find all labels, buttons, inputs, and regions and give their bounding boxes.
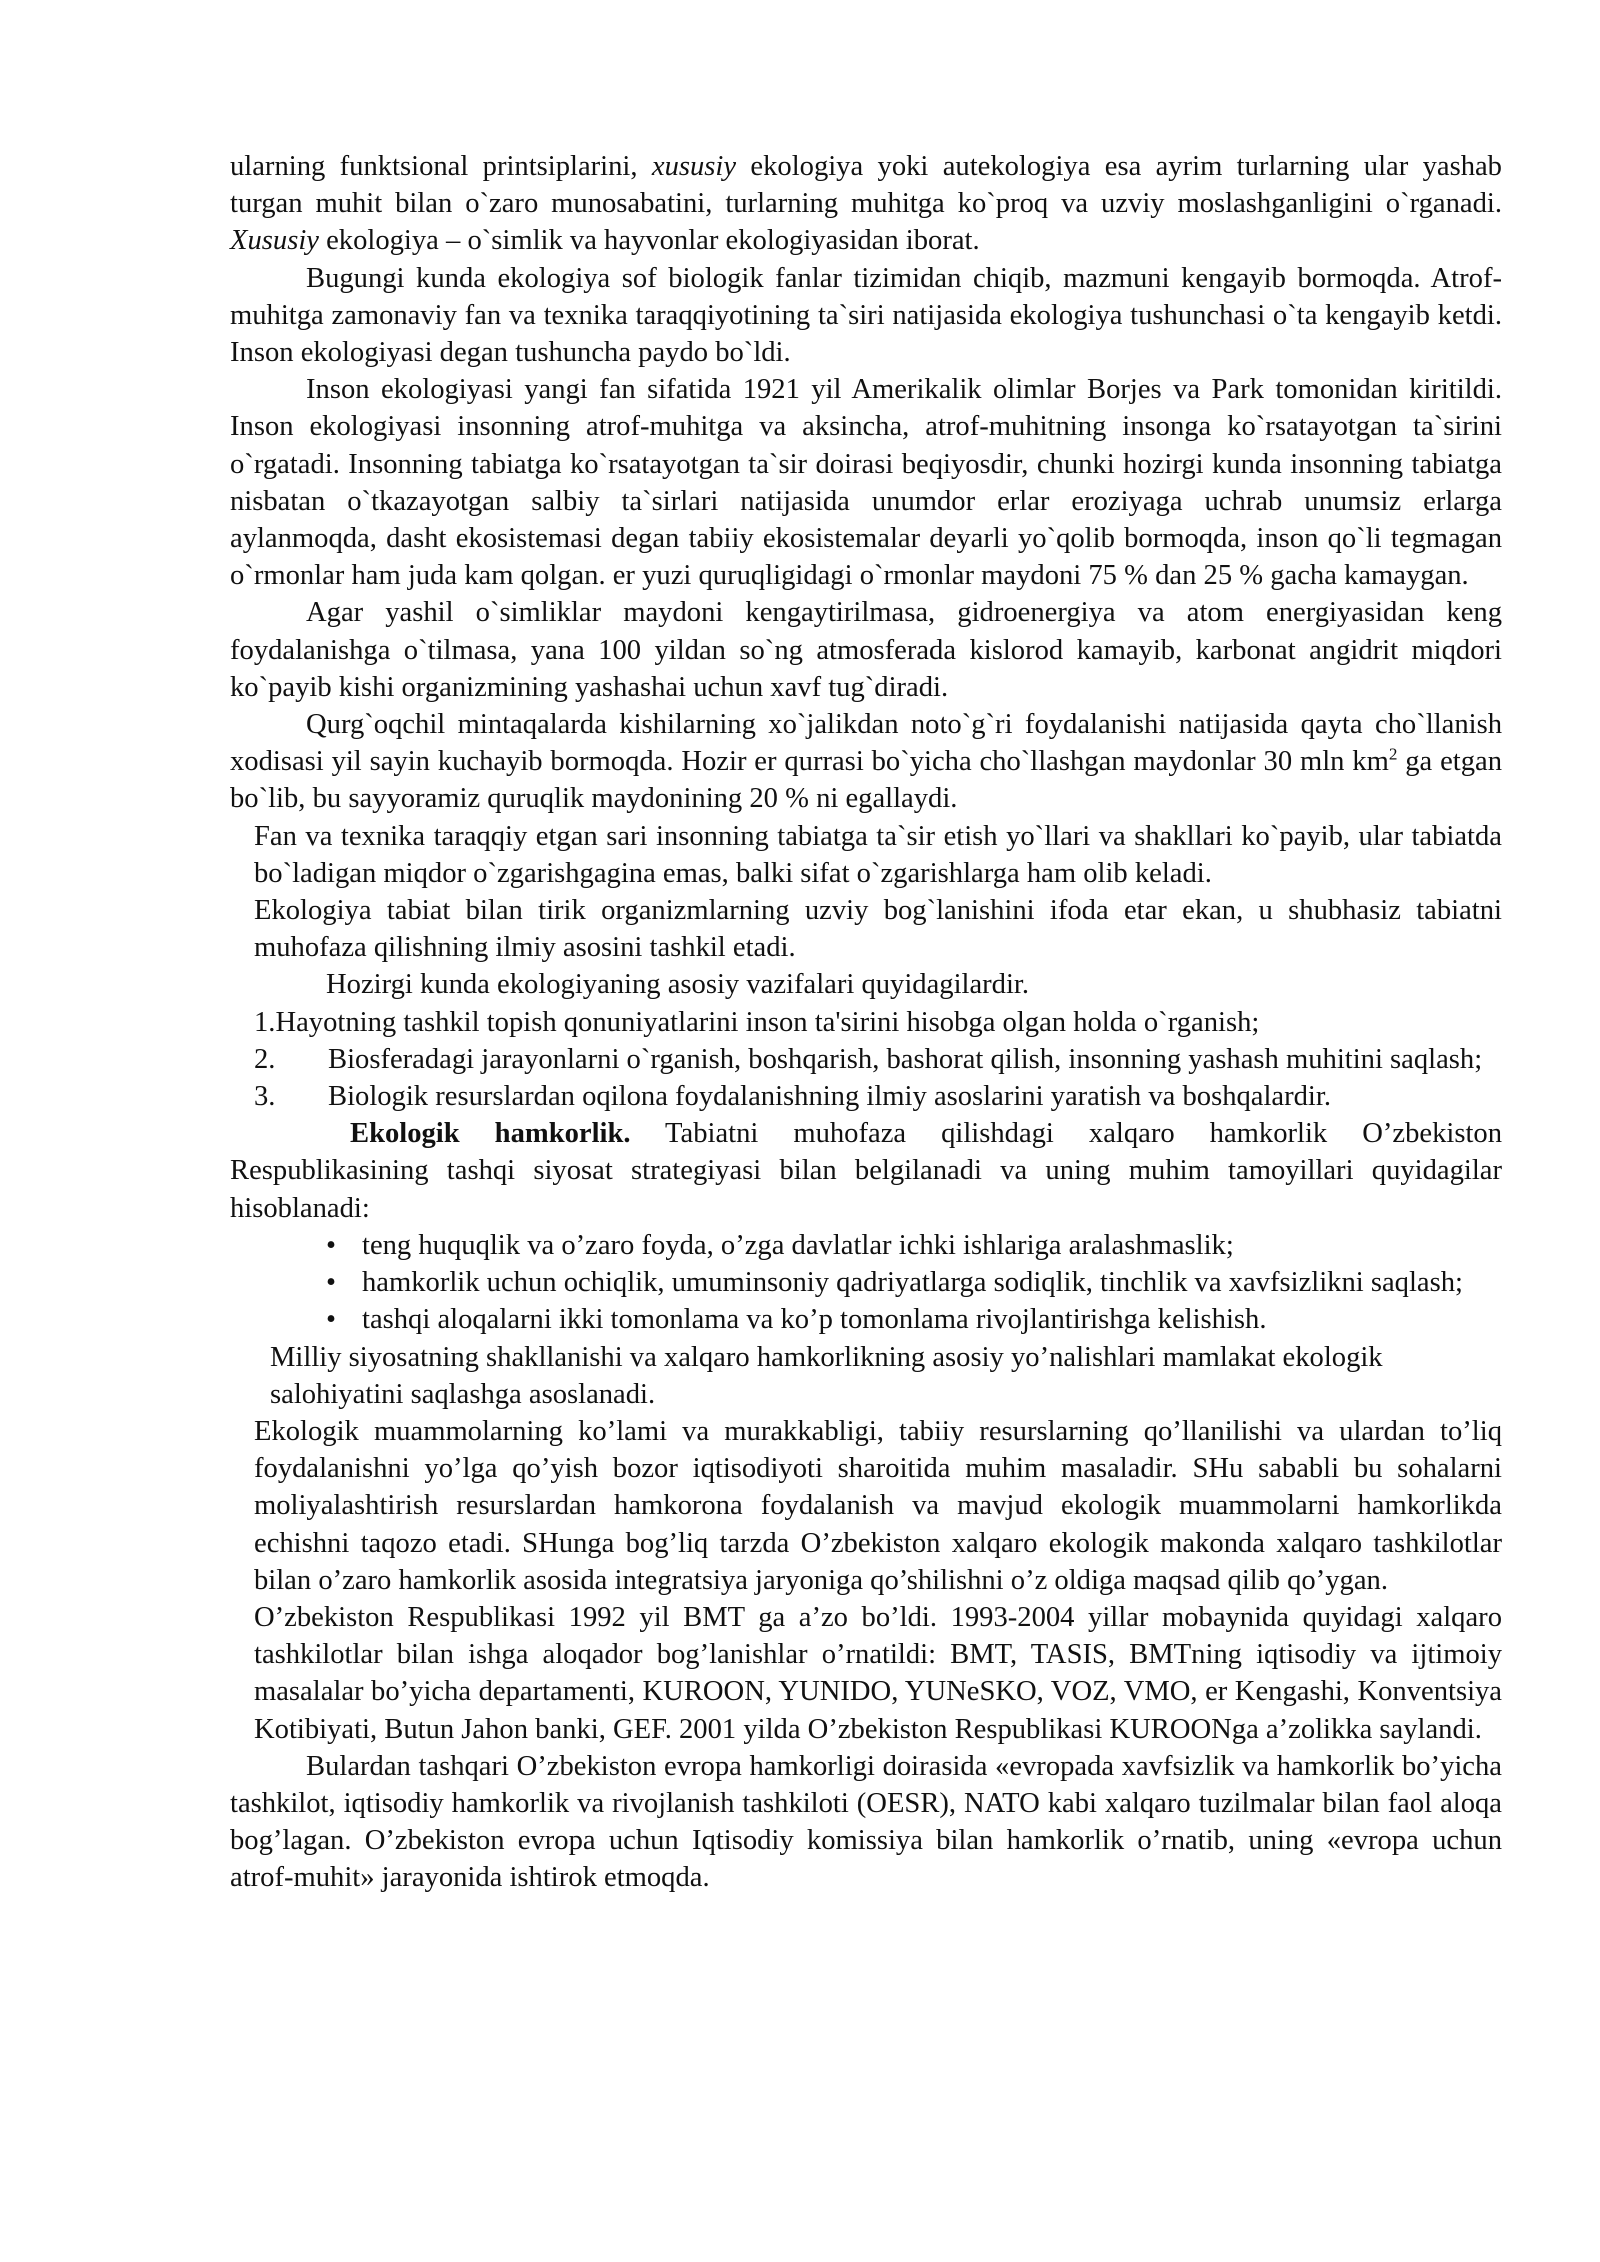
paragraph-11: Ekologik muammolarning ko’lami va murakkabligi, tabiiy resurslarning qo’llanilishi va ulardan to’liq foydalanishni yo’lga qo’yish bozor iqtisodiyoti sharoitida muhim masaladir. SHu sababli bu sohalarni moliyalashtirish resurslardan hamkorona foydalanish va mavjud ekologik muammolarni hamkorlikda echishni taqozo etadi. SHunga bog’liq tarzda O’zbekiston xalqaro ekologik makonda xalqaro tashkilotlar bilan o’zaro hamkorlik asosida integratsiya jaryoniga qo’shilishni o’z oldiga maqsad qilib qo’ygan. [254, 1415, 1502, 1596]
list-text: Biologik resurslardan oqilona foydalanishning ilmiy asoslarini yaratish va boshqalardir. [328, 1081, 1331, 1113]
paragraph-12: O’zbekiston Respublikasi 1992 yil BMT ga a’zo bo’ldi. 1993-2004 yillar mobaynida quyidagi xalqaro tashkilotlar bilan ishga aloqador bog’lanishlar o’rnatildi: BMT, TASIS, BMTning iqtisodiy va ijtimoiy masalalar bo’yicha departamenti, KUROON, YUNIDO, YUNeSKO, VOZ, VMO, er Kengashi, Konventsiya Kotibiyati, Butun Jahon banki, GEF. 2001 yilda O’zbekiston Respublikasi KUROONga a’zolikka saylandi. [254, 1601, 1502, 1745]
paragraph-5 [230, 706, 1502, 818]
text-span: Qurg`oqchil mintaqalarda kishilarning xo`jalikdan noto`g`ri foydalanishi natijasida qayta cho`llanish xodisasi yil sayin kuchayib bormoqda. Hozir er qurrasi bo`yicha cho`llashgan maydonlar 30 mln km [230, 709, 1502, 778]
bullet-text: tashqi aloqalarni ikki tomonlama va ko’p tomonlama rivojlantirishga kelishish. [362, 1304, 1267, 1336]
italic-term: Xususiy [230, 225, 319, 257]
list-number: 3. [254, 1081, 276, 1113]
text-span: ga etgan bo`lib, bu sayyoramiz quruqlik maydonining 20 % ni egallaydi. [230, 746, 1502, 815]
list-text: Biosferadagi jarayonlarni o`rganish, boshqarish, bashorat qilish, insonning yashash muhitini saqlash; [328, 1043, 1483, 1075]
bullet-icon: • [326, 1267, 337, 1299]
bullet-icon: • [326, 1229, 337, 1261]
paragraph-4: Agar yashil o`simliklar maydoni kengaytirilmasa, gidroenergiya va atom energiyasidan keng foydalanishga o`tilmasa, yana 100 yildan so`ng atmosferada kislorod kamayib, karbonat angidrit miqdori ko`payib kishi organizmining yashashai uchun xavf tug`diradi. [230, 597, 1502, 703]
bullet-item-1 [230, 1227, 1502, 1264]
list-item-3 [254, 1078, 1502, 1115]
superscript: 2 [1388, 744, 1398, 764]
paragraph-6: Fan va texnika taraqqiy etgan sari insonning tabiatga ta`sir etish yo`llari va shakllari ko`payib, ular tabiatda bo`ladigan miqdor o`zgarishgagina emas, balki sifat o`zgarishlarga ham olib keladi. [254, 820, 1502, 889]
bullet-text: hamkorlik uchun ochiqlik, umuminsoniy qadriyatlarga sodiqlik, tinchlik va xavfsizlikni saqlash; [362, 1267, 1463, 1299]
paragraph-7: Ekologiya tabiat bilan tirik organizmlarning uzviy bog`lanishini ifoda etar ekan, u shubhasiz tabiatni muhofaza qilishning ilmiy asosini tashkil etadi. [254, 895, 1502, 964]
list-text: Hayotning tashkil topish qonuniyatlarini inson ta'sirini hisobga olgan holda o`rganish; [275, 1006, 1260, 1038]
bullet-text: teng huquqlik va o’zaro foyda, o’zga davlatlar ichki ishlariga aralashmaslik; [362, 1229, 1234, 1261]
section-heading: Ekologik hamkorlik. [350, 1118, 631, 1150]
list-item-2 [254, 1041, 1502, 1078]
list-item-1 [254, 1004, 1502, 1041]
bullet-item-2 [230, 1264, 1502, 1301]
paragraph-10: Milliy siyosatning shakllanishi va xalqaro hamkorlikning asosiy yo’nalishlari mamlakat ekologik salohiyatini saqlashga asoslanadi. [270, 1341, 1383, 1410]
paragraph-8: Hozirgi kunda ekologiyaning asosiy vazifalari quyidagilardir. [326, 969, 1030, 1001]
list-number: 1. [254, 1006, 276, 1038]
text-span: ekologiya – o`simlik va hayvonlar ekologiyasidan iborat. [318, 225, 980, 257]
text-span: ekologiya yoki autekologiya esa ayrim turlarning ular yashab turgan muhit bilan o`zaro munosabatini, turlarning muhitga ko`proq va uzviy moslashganligini o`rganadi. [230, 151, 1502, 220]
paragraph-1 [230, 148, 1502, 260]
paragraph-2: Bugungi kunda ekologiya sof biologik fanlar tizimidan chiqib, mazmuni kengayib bormoqda. Atrof-muhitga zamonaviy fan va texnika taraqqiyotining ta`siri natijasida ekologiya tushunchasi o`ta kengayib ketdi. Inson ekologiyasi degan tushuncha paydo bo`ldi. [230, 262, 1502, 369]
bullet-icon: • [326, 1304, 337, 1336]
text-span: ularning funktsional printsiplarini, [230, 151, 652, 182]
paragraph-9 [230, 1115, 1502, 1227]
italic-term: xususiy [651, 151, 737, 182]
paragraph-3: Inson ekologiyasi yangi fan sifatida 1921 yil Amerikalik olimlar Borjes va Park tomonidan kiritildi. Inson ekologiyasi insonning atrof-muhitga va aksincha, atrof-muhitning insonga ko`rsatayotgan ta`sirini o`rgatadi. Insonning tabiatga ko`rsatayotgan ta`sir doirasi beqiyosdir, chunki hozirgi kunda insonning tabiatga nisbatan o`tkazayotgan salbiy ta`sirlari natijasida unumdor erlar eroziyaga uchrab unumsiz erlarga aylanmoqda, dasht ekosistemasi degan tabiiy ekosistemalar deyarli yo`qolib bormoqda, inson qo`li tegmagan o`rmonlar ham juda kam qolgan. er yuzi quruqligidagi o`rmonlar maydoni 75 % dan 25 % gacha kamaygan. [230, 374, 1502, 592]
list-number: 2. [254, 1043, 276, 1075]
bullet-item-3 [230, 1301, 1502, 1338]
text-span: Tabiatni muhofaza qilishdagi xalqaro hamkorlik O’zbekiston Respublikasining tashqi siyosat strategiyasi bilan belgilanadi va uning muhim tamoyillari quyidagilar hisoblanadi: [230, 1118, 1502, 1224]
paragraph-13: Bulardan tashqari O’zbekiston evropa hamkorligi doirasida «evropada xavfsizlik va hamkorlik bo’yicha tashkilot, iqtisodiy hamkorlik va rivojlanish tashkiloti (OESR), NATO kabi xalqaro tuzilmalar bilan faol aloqa bog’lagan. O’zbekiston evropa uchun Iqtisodiy komissiya bilan hamkorlik o’rnatib, uning «evropa uchun atrof-muhit» jarayonida ishtirok etmoqda. [230, 1750, 1502, 1894]
